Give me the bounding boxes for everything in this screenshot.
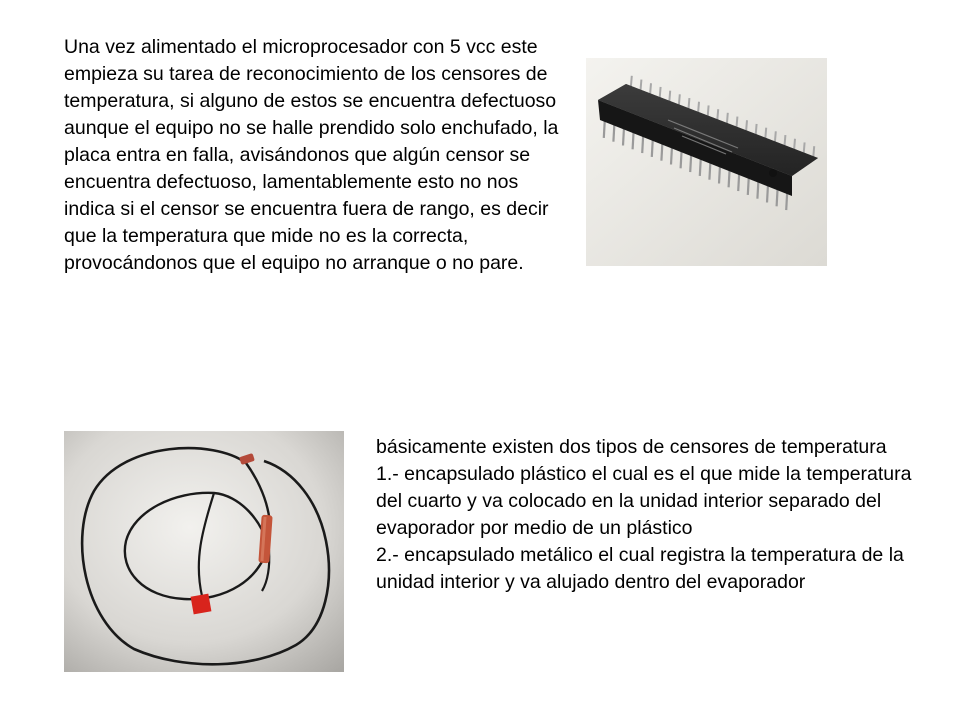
sensor-type-plastic: 1.- encapsulado plástico el cual es el que mide la temperatura del cuarto y va colocado en la unidad interior separado del evaporador por medio de un plástico xyxy=(376,463,912,539)
sensor-type-metal: 2.- encapsulado metálico el cual registra la temperatura de la unidad interior y va alujado dentro del evaporador xyxy=(376,544,904,593)
chip-pin xyxy=(652,139,653,157)
chip-pin xyxy=(786,192,787,210)
sensor-types-description xyxy=(376,434,916,596)
chip-pin xyxy=(613,124,614,142)
chip-pin xyxy=(757,181,758,199)
microprocessor-photo xyxy=(586,58,827,266)
temperature-sensor-illustration xyxy=(64,431,344,672)
intro-paragraph xyxy=(64,34,564,277)
chip-pin xyxy=(671,147,672,165)
chip-pin xyxy=(738,173,739,191)
chip-pin xyxy=(748,177,749,195)
intro-paragraph-text: Una vez alimentado el microprocesador con 5 vcc este empieza su tarea de reconocimiento de los censores de temperatura, si alguno de estos se encuentra defectuoso aunque el equipo no se halle prendido solo enchufado, la placa entra en falla, avisándonos que algún censor se encuentra defectuoso, lamentablemente esto no nos indica si el censor se encuentra fuera de rango, es decir que la temperatura que mide no es la correcta, provocándonos que el equipo no arranque o no pare. xyxy=(64,36,559,274)
chip-pin xyxy=(681,150,682,168)
chip-pin xyxy=(719,166,720,184)
chip-pin xyxy=(661,143,662,161)
chip-pin xyxy=(767,185,768,203)
chip-pin xyxy=(642,135,643,153)
chip-pin xyxy=(604,120,605,138)
chip-pin xyxy=(690,154,691,172)
chip-pin xyxy=(633,131,634,149)
chip-pin xyxy=(700,158,701,176)
chip-pin xyxy=(709,162,710,180)
temperature-sensor-photo xyxy=(64,431,344,672)
chip-pin xyxy=(623,128,624,146)
chip-pin xyxy=(729,169,730,187)
microprocessor-chip-illustration xyxy=(586,58,827,266)
chip-pin xyxy=(777,188,778,206)
sensor-types-heading: básicamente existen dos tipos de censores de temperatura xyxy=(376,436,887,458)
